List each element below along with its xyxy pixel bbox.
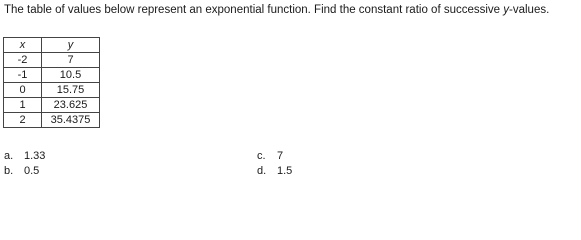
- table-row: [4, 113, 100, 128]
- choice-a[interactable]: [4, 150, 45, 163]
- table-row: [4, 53, 100, 68]
- choice-b-value: 0.5: [24, 165, 40, 177]
- table-cell-y: 15.75: [42, 83, 100, 98]
- table-cell-x: 2: [4, 113, 42, 128]
- table-row: [4, 68, 100, 83]
- choice-c-letter: c.: [257, 150, 266, 162]
- question-text: [4, 3, 549, 17]
- table-row: [4, 83, 100, 98]
- choice-d-letter: d.: [257, 165, 267, 177]
- question-variable: y: [503, 4, 510, 16]
- table-cell-y: 23.625: [42, 98, 100, 113]
- table-cell-x: -1: [4, 68, 42, 83]
- choice-c[interactable]: [257, 150, 283, 163]
- column-header-x: x: [4, 38, 42, 53]
- choice-a-letter: a.: [4, 150, 14, 162]
- table-cell-y: 7: [42, 53, 100, 68]
- question-text-before: The table of values below represent an exponential function. Find the constant ratio of successive: [4, 4, 504, 16]
- question-text-after: -values.: [509, 4, 550, 16]
- table-cell-x: 0: [4, 83, 42, 98]
- choice-a-value: 1.33: [24, 150, 46, 162]
- table-cell-y: 10.5: [42, 68, 100, 83]
- choice-d[interactable]: [257, 165, 292, 178]
- choice-b-letter: b.: [4, 165, 14, 177]
- choice-c-value: 7: [277, 150, 284, 162]
- table-cell-x: 1: [4, 98, 42, 113]
- choice-d-value: 1.5: [277, 165, 293, 177]
- values-table: [3, 37, 100, 128]
- table-header-row: [4, 38, 100, 53]
- table-cell-y: 35.4375: [42, 113, 100, 128]
- table-row: [4, 98, 100, 113]
- table-cell-x: -2: [4, 53, 42, 68]
- choice-b[interactable]: [4, 165, 39, 178]
- column-header-y: y: [42, 38, 100, 53]
